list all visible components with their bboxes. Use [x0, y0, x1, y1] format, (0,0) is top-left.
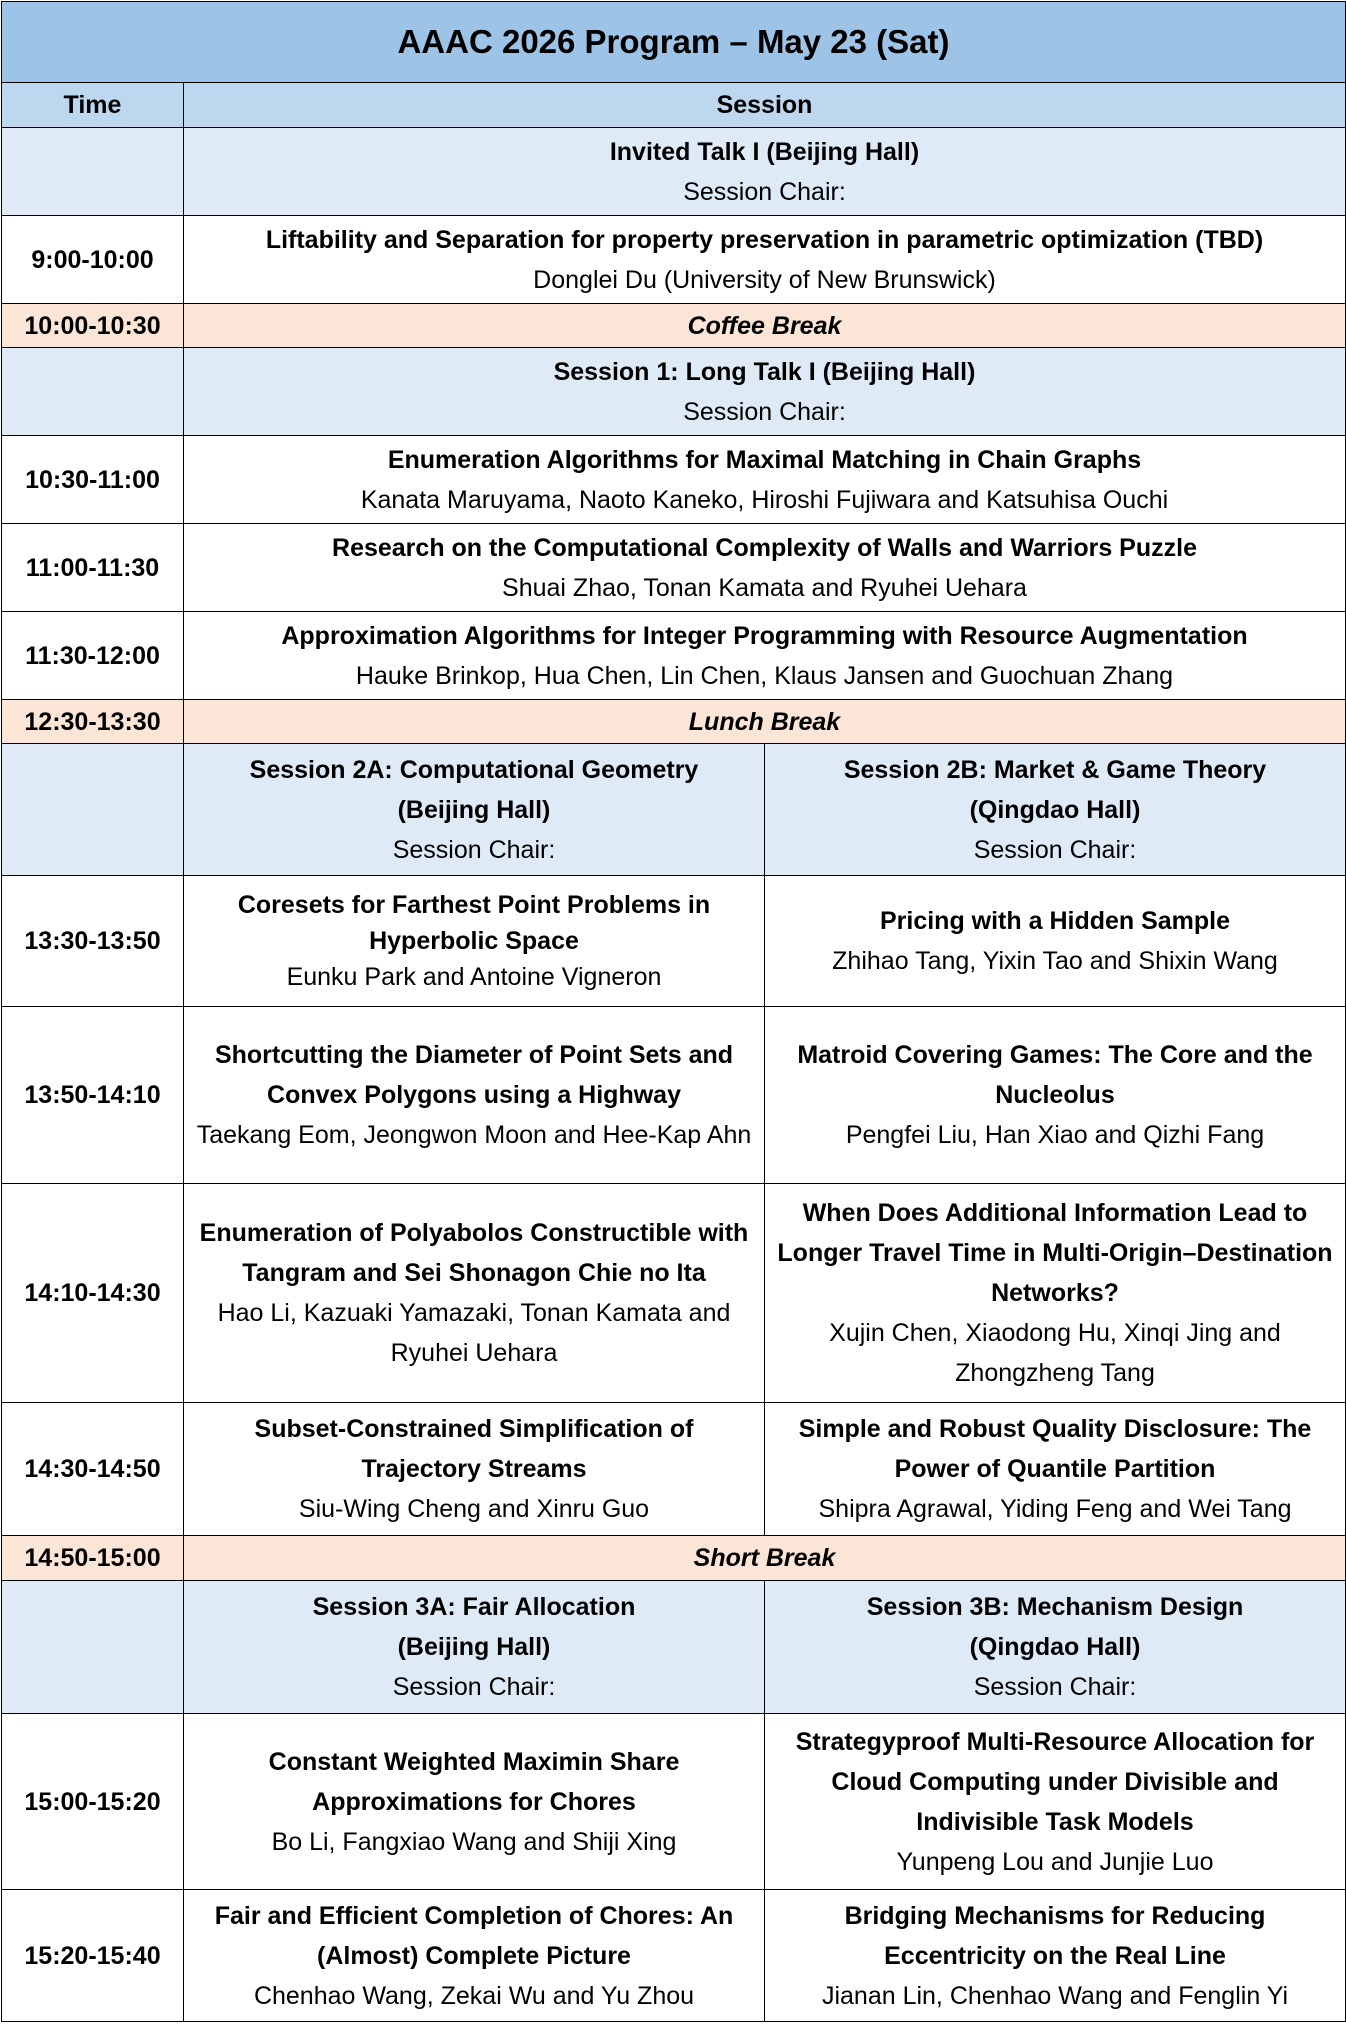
- session-header-row: [2, 128, 1346, 216]
- talk-cell-b: [765, 1403, 1346, 1536]
- time-cell: 15:20-15:40: [2, 1890, 184, 2022]
- session-name: Session 3A: Fair Allocation: [312, 1593, 636, 1621]
- talk-title: Liftability and Separation for property preservation in parametric optimization (TBD): [265, 225, 1264, 254]
- session-header-2a: [184, 744, 765, 876]
- session-chair-label: Session Chair:: [392, 1673, 556, 1701]
- talk-title: When Does Additional Information Lead to Longer Travel Time in Multi-Origin–Destination Networks?: [777, 1199, 1333, 1307]
- talk-row: [2, 216, 1346, 304]
- talk-row: [2, 876, 1346, 1007]
- time-cell: 11:30-12:00: [2, 612, 184, 700]
- session-chair-label: Session Chair:: [683, 177, 846, 206]
- talk-title: Subset-Constrained Simplification of Trajectory Streams: [254, 1415, 694, 1483]
- talk-row: [2, 1714, 1346, 1890]
- talk-title: Coresets for Farthest Point Problems in Hyperbolic Space: [237, 891, 711, 955]
- talk-row: [2, 1403, 1346, 1536]
- talk-cell-a: [184, 1714, 765, 1890]
- session-header-2b: [765, 744, 1346, 876]
- session-hall: (Qingdao Hall): [969, 795, 1141, 824]
- talk-authors: Shipra Agrawal, Yiding Feng and Wei Tang: [818, 1495, 1292, 1523]
- session-header-3a: [184, 1581, 765, 1714]
- talk-cell-a: [184, 1403, 765, 1536]
- column-header-time: Time: [2, 83, 184, 128]
- talk-row: [2, 524, 1346, 612]
- session-header-row: [2, 1581, 1346, 1714]
- talk-title: Shortcutting the Diameter of Point Sets and Convex Polygons using a Highway: [214, 1041, 734, 1109]
- talk-title: Constant Weighted Maximin Share Approximations for Chores: [268, 1747, 680, 1816]
- talk-title: Enumeration of Polyabolos Constructible with Tangram and Sei Shonagon Chie no Ita: [199, 1219, 749, 1287]
- time-cell: 10:30-11:00: [2, 436, 184, 524]
- talk-row: [2, 1184, 1346, 1403]
- time-cell-empty: [2, 1581, 184, 1714]
- time-cell: 14:50-15:00: [2, 1536, 184, 1581]
- short-break-label: Short Break: [184, 1536, 1346, 1581]
- talk-authors: Kanata Maruyama, Naoto Kaneko, Hiroshi Fujiwara and Katsuhisa Ouchi: [360, 485, 1169, 514]
- talk-authors: Bo Li, Fangxiao Wang and Shiji Xing: [271, 1827, 677, 1856]
- time-cell: 13:30-13:50: [2, 876, 184, 1007]
- talk-authors: Jianan Lin, Chenhao Wang and Fenglin Yi: [821, 1981, 1289, 2010]
- session-name: Session 2A: Computational Geometry: [249, 755, 699, 784]
- break-row: [2, 1536, 1346, 1581]
- session-chair-label: Session Chair:: [973, 1673, 1137, 1701]
- talk-cell-a: [184, 1890, 765, 2022]
- session-name: Session 3B: Mechanism Design: [866, 1593, 1244, 1621]
- program-table: [1, 1, 1346, 2022]
- talk-cell: [184, 612, 1346, 700]
- talk-title: Enumeration Algorithms for Maximal Matching in Chain Graphs: [387, 445, 1142, 474]
- talk-row: [2, 1007, 1346, 1184]
- talk-title: Strategyproof Multi-Resource Allocation for Cloud Computing under Divisible and Indivisible Task Models: [795, 1727, 1315, 1836]
- time-cell: 14:10-14:30: [2, 1184, 184, 1403]
- talk-authors: Eunku Park and Antoine Vigneron: [286, 963, 662, 991]
- time-cell: 10:00-10:30: [2, 304, 184, 348]
- time-cell: 9:00-10:00: [2, 216, 184, 304]
- time-cell: 14:30-14:50: [2, 1403, 184, 1536]
- session-chair-label: Session Chair:: [683, 397, 846, 426]
- talk-title: Research on the Computational Complexity of Walls and Warriors Puzzle: [332, 533, 1197, 562]
- session-header-row: [2, 348, 1346, 436]
- talk-title: Matroid Covering Games: The Core and the Nucleolus: [797, 1041, 1313, 1109]
- break-row: [2, 304, 1346, 348]
- time-cell: 13:50-14:10: [2, 1007, 184, 1184]
- session-name: Session 1: Long Talk I (Beijing Hall): [553, 357, 976, 386]
- session-name: Invited Talk I (Beijing Hall): [609, 137, 920, 166]
- talk-cell: [184, 524, 1346, 612]
- coffee-break-label: Coffee Break: [184, 304, 1346, 348]
- program-title: AAAC 2026 Program – May 23 (Sat): [2, 2, 1346, 83]
- talk-row: [2, 612, 1346, 700]
- talk-authors: Chenhao Wang, Zekai Wu and Yu Zhou: [253, 1981, 695, 2010]
- talk-cell-a: [184, 1007, 765, 1184]
- time-cell: 11:00-11:30: [2, 524, 184, 612]
- talk-authors: Shuai Zhao, Tonan Kamata and Ryuhei Uehara: [502, 573, 1027, 602]
- time-cell: 15:00-15:20: [2, 1714, 184, 1890]
- talk-cell-a: [184, 1184, 765, 1403]
- lunch-break-label: Lunch Break: [184, 700, 1346, 744]
- talk-cell-b: [765, 1714, 1346, 1890]
- talk-authors: Donglei Du (University of New Brunswick): [533, 265, 996, 294]
- talk-cell-b: [765, 1890, 1346, 2022]
- talk-cell-b: [765, 1184, 1346, 1403]
- talk-title: Pricing with a Hidden Sample: [879, 907, 1231, 935]
- talk-title: Approximation Algorithms for Integer Programming with Resource Augmentation: [281, 621, 1248, 650]
- session-header-row: [2, 744, 1346, 876]
- talk-authors: Zhihao Tang, Yixin Tao and Shixin Wang: [832, 947, 1278, 975]
- talk-title: Bridging Mechanisms for Reducing Eccentricity on the Real Line: [844, 1901, 1266, 1970]
- talk-authors: Yunpeng Lou and Junjie Luo: [896, 1847, 1214, 1876]
- talk-row: [2, 436, 1346, 524]
- talk-title: Simple and Robust Quality Disclosure: The Power of Quantile Partition: [798, 1415, 1312, 1483]
- talk-authors: Siu-Wing Cheng and Xinru Guo: [298, 1495, 650, 1523]
- session-header-invited: [184, 128, 1346, 216]
- break-row: [2, 700, 1346, 744]
- column-header-session: Session: [184, 83, 1346, 128]
- talk-cell-a: [184, 876, 765, 1007]
- talk-cell: [184, 216, 1346, 304]
- talk-authors: Hauke Brinkop, Hua Chen, Lin Chen, Klaus Jansen and Guochuan Zhang: [355, 661, 1174, 690]
- session-header-3b: [765, 1581, 1346, 1714]
- talk-title: Fair and Efficient Completion of Chores: An (Almost) Complete Picture: [214, 1901, 734, 1970]
- session-chair-label: Session Chair:: [392, 835, 556, 864]
- talk-authors: Taekang Eom, Jeongwon Moon and Hee-Kap Ahn: [196, 1121, 752, 1149]
- time-cell-empty: [2, 348, 184, 436]
- session-chair-label: Session Chair:: [973, 835, 1137, 864]
- session-name: Session 2B: Market & Game Theory: [843, 755, 1267, 784]
- talk-cell-b: [765, 876, 1346, 1007]
- time-cell-empty: [2, 128, 184, 216]
- talk-authors: Pengfei Liu, Han Xiao and Qizhi Fang: [845, 1121, 1265, 1149]
- time-cell: 12:30-13:30: [2, 700, 184, 744]
- talk-cell: [184, 436, 1346, 524]
- time-cell-empty: [2, 744, 184, 876]
- session-header-1: [184, 348, 1346, 436]
- talk-authors: Hao Li, Kazuaki Yamazaki, Tonan Kamata and Ryuhei Uehara: [217, 1299, 731, 1367]
- session-hall: (Qingdao Hall): [969, 1633, 1141, 1661]
- talk-authors: Xujin Chen, Xiaodong Hu, Xinqi Jing and Zhongzheng Tang: [829, 1319, 1281, 1387]
- talk-cell-b: [765, 1007, 1346, 1184]
- session-hall: (Beijing Hall): [397, 795, 551, 824]
- talk-row: [2, 1890, 1346, 2022]
- session-hall: (Beijing Hall): [397, 1633, 551, 1661]
